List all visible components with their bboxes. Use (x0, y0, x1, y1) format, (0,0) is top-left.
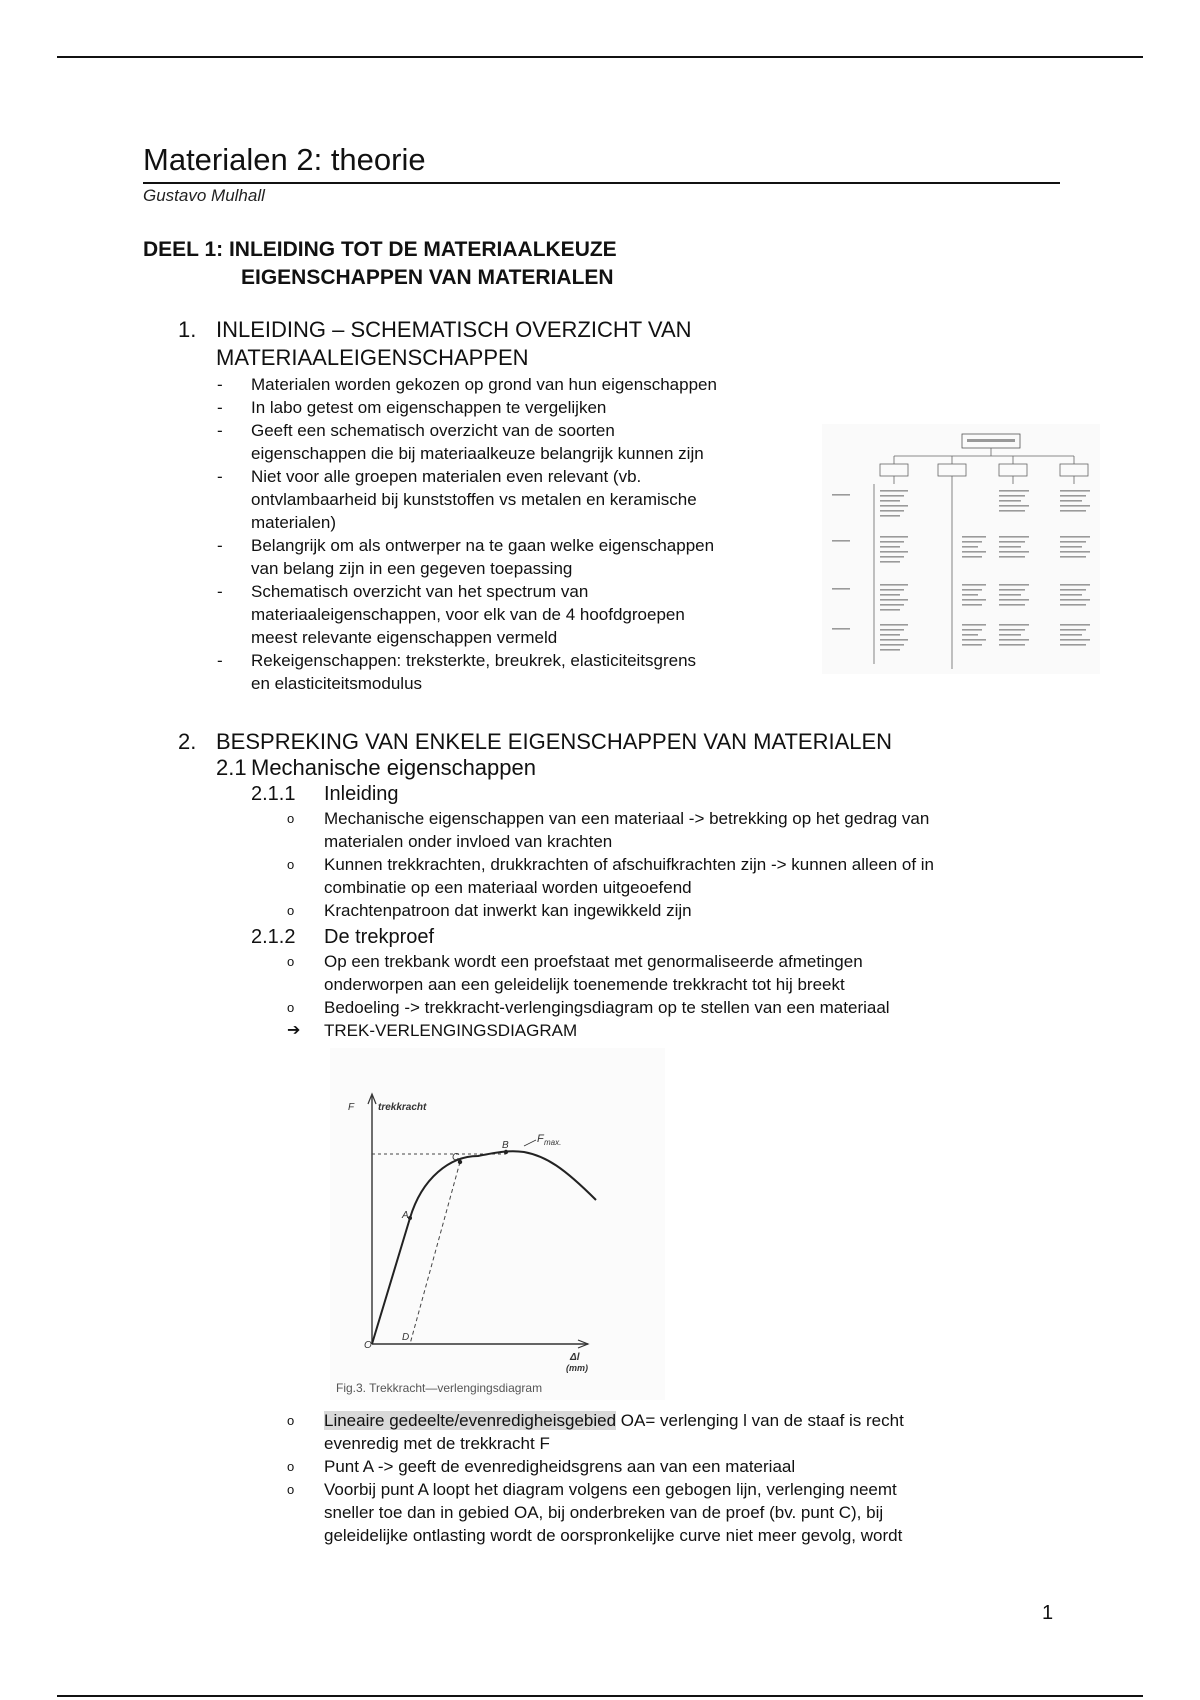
overview-text-line (880, 546, 900, 548)
list-item (251, 534, 714, 580)
list-item-line: In labo getest om eigenschappen te vergelijken (251, 398, 607, 417)
list-item-line: eigenschappen die bij materiaalkeuze belangrijk kunnen zijn (251, 444, 704, 463)
overview-text-line (880, 629, 904, 631)
bullet-marker: o (287, 903, 295, 918)
overview-row-label (832, 588, 850, 590)
properties-overview-diagram (822, 424, 1100, 674)
overview-text-line (1060, 629, 1086, 631)
list-item-line: ontvlambaarheid bij kunststoffen vs metalen en keramische (251, 490, 697, 509)
overview-text-line (999, 624, 1029, 626)
overview-text-line (1060, 639, 1090, 641)
list-item-line: Rekeigenschappen: treksterkte, breukrek, elasticiteitsgrens (251, 651, 697, 670)
list-item-line: meest relevante eigenschappen vermeld (251, 628, 558, 647)
overview-text-line (1060, 604, 1086, 606)
overview-text-line (962, 644, 982, 646)
overview-text-line (962, 604, 982, 606)
overview-text-line (999, 589, 1025, 591)
overview-text-line (999, 490, 1029, 492)
subsection-2-1-2-number: 2.1.2 (251, 926, 296, 948)
overview-row-label (832, 494, 850, 496)
overview-text-line (999, 644, 1025, 646)
list-item (251, 580, 685, 649)
subsection-2-1-2-title: De trekproef (324, 926, 435, 948)
list-item (324, 950, 863, 996)
point-a-label: A (402, 1210, 409, 1221)
overview-text-line (1060, 589, 1086, 591)
bottom-rule (57, 1695, 1143, 1697)
author: Gustavo Mulhall (143, 186, 265, 205)
overview-text-line (880, 551, 908, 553)
part-heading (143, 236, 617, 292)
overview-text-line (880, 515, 900, 517)
point-a-bullet: Punt A -> geeft de evenredigheidsgrens aan van een materiaal (324, 1457, 796, 1476)
figure-caption: Fig.3. Trekkracht—verlengingsdiagram (336, 1381, 543, 1395)
list-item (251, 465, 697, 534)
overview-text-line (1060, 599, 1090, 601)
overview-text-line (1060, 644, 1086, 646)
list-item-line: onderworpen aan een geleidelijk toenemende trekkracht tot hij breekt (324, 975, 845, 994)
bullet-marker: - (217, 651, 223, 670)
overview-text-line (880, 594, 900, 596)
beyond-a-line3: geleidelijke ontlasting wordt de oorspronkelijke curve niet meer gevolg, wordt (324, 1526, 903, 1545)
page-title: Materialen 2: theorie (143, 142, 426, 177)
point-b-label: B (502, 1140, 509, 1151)
subsection-2-1-1-title: Inleiding (324, 783, 399, 805)
list-item (251, 419, 704, 465)
overview-text-line (880, 505, 908, 507)
overview-text-line (1060, 490, 1090, 492)
overview-text-line (880, 604, 904, 606)
x-axis-unit: (mm) (566, 1363, 588, 1373)
bullet-marker: o (287, 1413, 295, 1428)
overview-text-line (880, 634, 900, 636)
bullet-marker: - (217, 398, 223, 417)
overview-text-line (880, 495, 904, 497)
overview-text-line (962, 546, 978, 548)
overview-text-line (880, 624, 908, 626)
part-heading-line1: DEEL 1: INLEIDING TOT DE MATERIAALKEUZE (143, 238, 617, 261)
list-item-line: materialen) (251, 513, 337, 532)
overview-text-line (962, 536, 986, 538)
arrow-marker: ➔ (287, 1022, 301, 1039)
overview-text-line (1060, 505, 1090, 507)
overview-text-line (1060, 495, 1086, 497)
fmax-label: F (537, 1133, 544, 1145)
overview-text-line (880, 589, 904, 591)
overview-text-line (880, 639, 908, 641)
overview-text-line (1060, 551, 1090, 553)
overview-text-line (1060, 624, 1090, 626)
bullet-marker: o (287, 857, 295, 872)
subsection-2-1-1-number: 2.1.1 (251, 783, 296, 805)
list-item-line: en elasticiteitsmodulus (251, 674, 423, 693)
section2-title: BESPREKING VAN ENKELE EIGENSCHAPPEN VAN MATERIALEN (216, 729, 893, 754)
beyond-a-line2: sneller toe dan in gebied OA, bij onderbreken van de proef (bv. punt C), bij (324, 1503, 884, 1522)
section1-title-line1: INLEIDING – SCHEMATISCH OVERZICHT VAN (216, 317, 692, 342)
overview-text-line (962, 584, 986, 586)
figure-background (330, 1048, 665, 1400)
overview-text-line (999, 594, 1021, 596)
overview-text-line (999, 584, 1029, 586)
overview-text-line (999, 541, 1025, 543)
list-item-line: materialen onder invloed van krachten (324, 832, 613, 851)
overview-text-line (880, 510, 904, 512)
overview-text-line (999, 500, 1021, 502)
overview-text-line (880, 556, 904, 558)
overview-text-line (999, 551, 1029, 553)
overview-text-line (1060, 536, 1090, 538)
overview-text-line (962, 624, 986, 626)
section2-number: 2. (178, 729, 197, 754)
section1-number: 1. (178, 317, 197, 342)
list-item (324, 996, 890, 1019)
section1-title (216, 316, 692, 372)
overview-text-line (962, 589, 982, 591)
arrow-item: TREK-VERLENGINGSDIAGRAM (324, 1021, 578, 1040)
point-o-label: O (364, 1340, 372, 1351)
bullet-marker: - (217, 467, 223, 486)
overview-text-line (999, 556, 1025, 558)
overview-row-label (832, 628, 850, 630)
subsection-2-1-title: Mechanische eigenschappen (251, 755, 536, 780)
bullet-marker: - (217, 536, 223, 555)
y-axis-name: trekkracht (378, 1102, 427, 1113)
bullet-marker: o (287, 1482, 295, 1497)
beyond-a-line1: Voorbij punt A loopt het diagram volgens een gebogen lijn, verlenging neemt (324, 1480, 897, 1499)
overview-text-line (999, 604, 1025, 606)
linear-region-text-line2: evenredig met de trekkracht F (324, 1434, 550, 1453)
list-item-line: Geeft een schematisch overzicht van de soorten (251, 421, 615, 440)
list-item-line: Kunnen trekkrachten, drukkrachten of afschuifkrachten zijn -> kunnen alleen of in (324, 855, 934, 874)
list-item-line: Bedoeling -> trekkracht-verlengingsdiagram op te stellen van een materiaal (324, 998, 890, 1017)
overview-text-line (1060, 541, 1086, 543)
fmax-subscript: max. (544, 1138, 562, 1147)
linear-region-text: OA= verlenging l van de staaf is recht (616, 1411, 904, 1430)
linear-region-bullet (324, 1409, 904, 1455)
bullet-marker: o (287, 1000, 295, 1015)
list-item-line: Schematisch overzicht van het spectrum van (251, 582, 589, 601)
overview-text-line (999, 599, 1029, 601)
overview-text-line (880, 649, 900, 651)
bullet-marker: - (217, 375, 223, 394)
overview-text-line (962, 551, 986, 553)
list-item-line: Belangrijk om als ontwerper na te gaan welke eigenschappen (251, 536, 715, 555)
x-axis-label: Δl (570, 1352, 580, 1363)
list-item (251, 649, 696, 695)
overview-text-line (880, 609, 900, 611)
overview-text-line (962, 599, 986, 601)
overview-text-line (880, 490, 908, 492)
overview-row-label (832, 540, 850, 542)
page-number: 1 (1042, 1602, 1054, 1624)
overview-text-line (1060, 546, 1082, 548)
overview-text-line (999, 495, 1025, 497)
bullet-marker: - (217, 582, 223, 601)
overview-text-line (962, 629, 982, 631)
overview-text-line (1060, 556, 1086, 558)
bullet-marker: - (217, 421, 223, 440)
list-item-line: materiaaleigenschappen, voor elk van de 4 hoofdgroepen (251, 605, 685, 624)
overview-text-line (999, 536, 1029, 538)
section1-title-line2: MATERIAALEIGENSCHAPPEN (216, 345, 529, 370)
overview-text-line (962, 541, 982, 543)
point-d-label: D (402, 1332, 410, 1343)
title-underline (143, 182, 1060, 184)
overview-text-line (999, 505, 1029, 507)
list-item-line: Materialen worden gekozen op grond van hun eigenschappen (251, 375, 717, 394)
overview-text-line (999, 634, 1021, 636)
overview-text-line (999, 629, 1025, 631)
beyond-a-bullet (324, 1478, 902, 1547)
tensile-diagram-figure (330, 1048, 665, 1400)
overview-text-line (880, 536, 908, 538)
linear-region-highlight: Lineaire gedeelte/evenredigheisgebied (324, 1411, 617, 1430)
list-item (324, 807, 929, 853)
list-item-line: Mechanische eigenschappen van een materiaal -> betrekking op het gedrag van (324, 809, 930, 828)
overview-text-line (999, 546, 1021, 548)
y-axis-label: F (348, 1102, 355, 1113)
list-item (251, 396, 606, 419)
overview-text-line (880, 561, 900, 563)
list-item (251, 373, 717, 396)
overview-text-line (1060, 634, 1082, 636)
bullet-marker: o (287, 811, 295, 826)
overview-text-line (962, 594, 978, 596)
part-heading-line2: EIGENSCHAPPEN VAN MATERIALEN (241, 266, 614, 289)
overview-text-line (1060, 594, 1082, 596)
overview-text-line (1060, 500, 1082, 502)
point-c-label: C (452, 1152, 460, 1163)
overview-text-line (999, 510, 1025, 512)
list-item-line: Niet voor alle groepen materialen even relevant (vb. (251, 467, 642, 486)
overview-text-line (962, 634, 978, 636)
top-rule (57, 56, 1143, 58)
overview-text-line (1060, 584, 1090, 586)
list-item-line: Op een trekbank wordt een proefstaat met genormaliseerde afmetingen (324, 952, 863, 971)
subsection-2-1-number: 2.1 (216, 755, 247, 780)
overview-text-line (999, 639, 1029, 641)
overview-text-line (880, 500, 900, 502)
list-item (324, 853, 934, 899)
bullet-marker: o (287, 1459, 295, 1474)
bullet-marker: o (287, 954, 295, 969)
list-item-line: combinatie op een materiaal worden uitgeoefend (324, 878, 692, 897)
overview-text-line (880, 644, 904, 646)
overview-text-line (880, 599, 908, 601)
overview-text-line (880, 541, 904, 543)
list-item-line: van belang zijn in een gegeven toepassing (251, 559, 573, 578)
overview-text-line (1060, 510, 1086, 512)
list-item (324, 899, 692, 922)
overview-text-line (962, 556, 982, 558)
list-item-line: Krachtenpatroon dat inwerkt kan ingewikkeld zijn (324, 901, 692, 920)
overview-text-line (880, 584, 908, 586)
overview-text-line (962, 639, 986, 641)
